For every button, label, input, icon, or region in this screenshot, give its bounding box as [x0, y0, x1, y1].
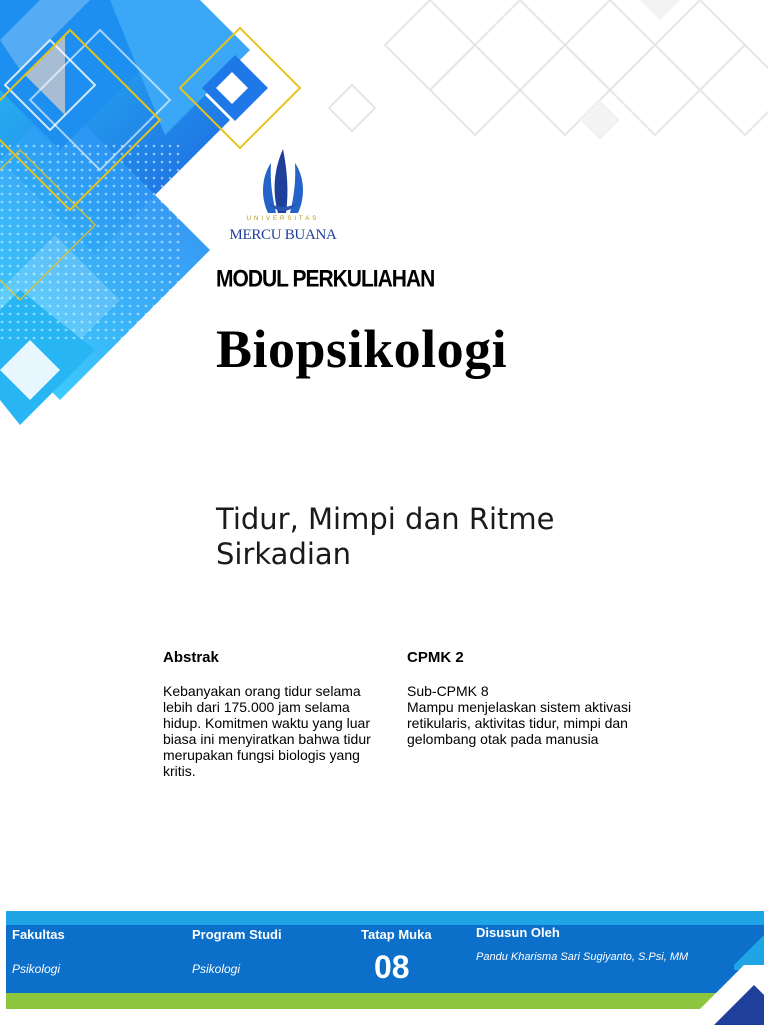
cpmk-text: Mampu menjelaskan sistem aktivasi retikularis, aktivitas tidur, mimpi dan gelombang otak pada manusia — [407, 699, 632, 747]
session-number: 08 — [374, 949, 410, 985]
program-label: Program Studi — [192, 927, 282, 942]
sub-cpmk-label: Sub-CPMK 8 — [407, 683, 489, 699]
university-logo — [216, 141, 350, 249]
cpmk-heading: CPMK 2 — [407, 649, 464, 666]
module-label: MODUL PERKULIAHAN — [216, 266, 435, 293]
corner-decoration-icon — [684, 925, 764, 1025]
footer-top-stripe — [6, 911, 764, 925]
flame-emblem-icon — [216, 141, 350, 216]
course-title: Biopsikologi — [216, 319, 508, 379]
author-value: Pandu Kharisma Sari Sugiyanto, S.Psi, MM — [476, 951, 689, 963]
program-value: Psikologi — [192, 962, 241, 976]
abstract-text: Kebanyakan orang tidur selama lebih dari 175.000 jam selama hidup. Komitmen waktu yang luar biasa ini menyiratkan bahwa tidur merupakan fungsi biologis yang kritis. — [163, 683, 371, 779]
faculty-value: Psikologi — [12, 962, 61, 976]
decorative-background — [0, 0, 768, 460]
topic-title: Tidur, Mimpi dan Ritme Sirkadian — [216, 502, 555, 571]
abstract-heading: Abstrak — [163, 649, 219, 666]
footer-info-bar — [6, 911, 764, 1011]
author-label: Disusun Oleh — [476, 925, 560, 940]
footer-green-stripe — [6, 993, 764, 1009]
logo-university-label: UNIVERSITAS — [246, 216, 320, 222]
session-label: Tatap Muka — [361, 927, 432, 942]
logo-university-name: MERCU BUANA — [229, 227, 337, 243]
faculty-label: Fakultas — [12, 927, 65, 942]
